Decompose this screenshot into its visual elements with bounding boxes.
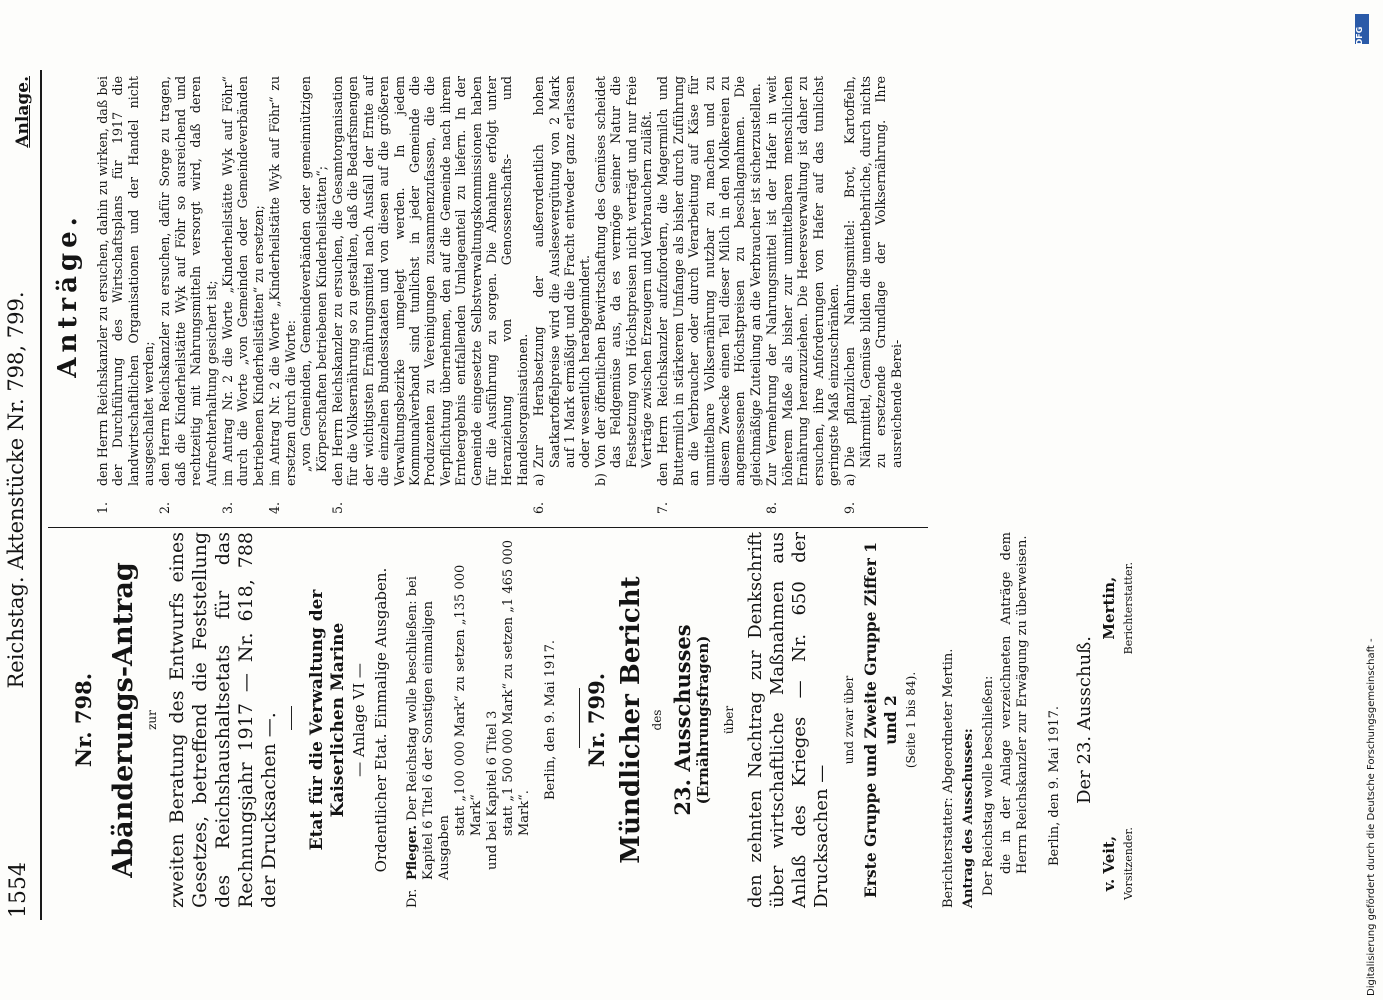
ausschuss-23: 23. Ausschusses bbox=[670, 624, 695, 816]
antrag-body bbox=[330, 76, 530, 486]
antrag-item bbox=[330, 76, 530, 514]
antrag-text: den Herrn Reichskanzler zu ersuchen, dafür Sorge zu tragen, daß die Kinderheilstätte Wyk auf Föhr so ausreichend und rechtzeitig mit Nahrungsmitteln versorgt wird, daß deren Aufrechterhaltung gesichert ist; bbox=[157, 76, 219, 486]
antrag-des-ausschusses: Antrag des Ausschusses: bbox=[961, 728, 976, 908]
antrag-text: im Antrag Nr. 2 die Worte „Kinderheilstätte Wyk auf Föhr“ durch die Worte „von Gemeinden oder Gemeindeverbänden betriebenen Kinderheilstätten“ zu ersetzen; bbox=[220, 76, 266, 486]
left-column bbox=[70, 532, 1139, 908]
antraege-title: Anträge. bbox=[53, 212, 84, 378]
antrag-subitem-label: a) bbox=[842, 473, 858, 486]
antrag-number: 4. bbox=[267, 501, 283, 514]
dfg-logo bbox=[1355, 14, 1369, 44]
statt-2: statt „1 500 000 Mark“ zu setzen „1 465 000 Mark“. bbox=[501, 539, 532, 836]
antrag-subitem bbox=[531, 76, 593, 486]
der-23-ausschuss: Der 23. Ausschuß. bbox=[1074, 636, 1095, 804]
signatures bbox=[1099, 532, 1139, 908]
pfleger-body bbox=[405, 532, 533, 880]
antrag-item bbox=[157, 76, 219, 514]
antrag-body bbox=[267, 76, 329, 486]
antrag-subitem-text: Die pflanzlichen Nahrungsmittel: Brot, Kartoffeln, Nährmittel, Gemüse bilden die unentbehrliche, durch nichts zu ersetzende Grundlage der Volksernährung. Ihre ausreichende Berei- bbox=[842, 76, 904, 468]
antrag-body bbox=[95, 76, 157, 486]
antrag-item bbox=[655, 76, 763, 514]
antrag-item bbox=[764, 76, 841, 514]
subject-798: zweiten Beratung des Entwurfs eines Gesetzes, betreffend die Feststellung des Reichshaushaltsetats für das Rechnungsjahr 1917 — Nr. 618, 788 der Drucksachen —. bbox=[166, 532, 280, 908]
signature-berichterstatter bbox=[1099, 562, 1139, 654]
word-ueber: über bbox=[722, 705, 736, 735]
antrag-body bbox=[842, 76, 904, 486]
antrag-text: den Herrn Reichskanzler zu ersuchen, dahin zu wirken, daß bei der Durchführung des Wirtschaftsplans für 1917 die landwirtschaftlichen Organisationen und der Handel nicht ausgeschaltet werden; bbox=[94, 76, 157, 486]
antrag-subitem-text: Zur Herabsetzung der außerordentlich hohen Saatkartoffelpreise wird die Auslesevergütung von 2 Mark auf 1 Mark ermäßigt und die Fracht entweder ganz erlassen oder wesentlich herabgemindert. bbox=[531, 76, 593, 468]
antrag-number: 3. bbox=[220, 501, 236, 514]
column-divider bbox=[48, 527, 928, 528]
berlin-date-1: Berlin, den 9. Mai 1917. bbox=[543, 639, 558, 801]
etat-title: Etat für die Verwaltung der Kaiserlichen Marine bbox=[307, 589, 348, 851]
antrag-subitem bbox=[593, 76, 655, 486]
dfg-logo-text: DFG bbox=[1355, 26, 1364, 46]
anlage-label: Anlage. bbox=[13, 76, 33, 148]
antrag-number: 9. bbox=[842, 501, 858, 514]
antrag-number: 5. bbox=[329, 501, 345, 514]
pfleger-block bbox=[405, 532, 533, 908]
antrag-item bbox=[95, 76, 157, 514]
word-des: des bbox=[650, 709, 664, 731]
anlage-vi: — Anlage VI — bbox=[350, 663, 368, 777]
antrag-body bbox=[531, 76, 654, 486]
digitization-note bbox=[1355, 6, 1383, 996]
sig-name-mertin: Mertin, bbox=[1100, 576, 1118, 640]
sig-role-vorsitzender: Vorsitzender. bbox=[1122, 827, 1135, 900]
statt-1: statt „100 000 Mark“ zu setzen „135 000 Mark“ bbox=[453, 564, 484, 836]
berlin-date-2: Berlin, den 9. Mai 1917. bbox=[1047, 705, 1062, 866]
divider-2 bbox=[579, 688, 580, 748]
antrag-number: 1. bbox=[94, 501, 110, 514]
ordentlicher-etat: Ordentlicher Etat. Einmalige Ausgaben. bbox=[372, 567, 390, 873]
antrag-number: 2. bbox=[157, 501, 173, 514]
title-muendlicher-bericht: Mündlicher Bericht bbox=[616, 576, 646, 864]
antrag-subitem-text: Von der öffentlichen Bewirtschaftung des Gemüses scheidet das Feldgemüse aus, da es vermöge seiner Natur die Festsetzung von Höchstpreisen nicht verträgt und nur freie Verträge zwischen Erzeugern und Verbrauchern zuläßt. bbox=[592, 76, 655, 468]
antrag-item bbox=[220, 76, 266, 514]
antrag-item bbox=[531, 76, 654, 514]
antrag-number: 7. bbox=[655, 501, 671, 514]
divider-1 bbox=[291, 706, 292, 730]
antrag-quote: „von Gemeinden, Gemeindeverbänden oder gemeinnützigen Körperschaften betriebenen Kinderheilstätten“; bbox=[298, 76, 329, 472]
antrag-text: den Herrn Reichskanzler zu ersuchen, die Gesamtorganisation für die Volksernährung so zu gestalten, daß die Bedarfsmengen der wichtigsten Ernährungsmittel nach Ausfall der Ernte auf die einzelnen Bundesstaaten und von diesen auf die größeren Verwaltungsbezirke umgelegt werden. In jedem Kommunalverband sind tunlichst in jeder Gemeinde die Produzenten zu Vereinigungen zusammenzufassen, die die Verpflichtung übernehmen, den auf die Gemeinde nach ihrem Ernteergebnis entfallenden Umlageanteil zu liefern. In der Gemeinde eingesetzte Selbstverwaltungskommissionen haben für die Ausführung zu sorgen. Die Abnahme erfolgt unter Heranziehung von Genossenschafts- und Handelsorganisationen. bbox=[329, 76, 530, 486]
antrag-item bbox=[267, 76, 329, 514]
page-number: 1554 bbox=[6, 862, 31, 918]
antrag-body bbox=[655, 76, 763, 486]
antrag-text: den Herrn Reichskanzler aufzufordern, die Magermilch und Buttermilch in stärkerem Umfange als bisher durch Zuführung an die Verbraucher oder durch Verarbeitung auf Käse für unmittelbare Volksernährung nutzbar zu machen und zu diesem Zwecke einen Teil dieser Milch in den Molkereien zu angemessenen Höchstpreisen zu beschlagnahmen. Die gleichmäßige Zuteilung an die Verbraucher ist sicherzustellen. bbox=[655, 76, 763, 486]
antrag-body bbox=[157, 76, 219, 486]
running-title: Reichstag. Aktenstücke Nr. 798, 799. bbox=[4, 291, 28, 689]
header-rule bbox=[40, 70, 42, 920]
sig-name-veit: v. Veit, bbox=[1100, 835, 1118, 892]
pfleger-name: Pfleger. bbox=[405, 824, 420, 880]
dr-label: Dr. bbox=[405, 888, 420, 908]
antrag-subitem-label: a) bbox=[531, 473, 547, 486]
ernaehrungsfragen: (Ernährungsfragen) bbox=[694, 635, 712, 805]
antraege-list bbox=[95, 76, 904, 514]
antrag-subitem bbox=[842, 76, 904, 486]
word-zur: zur bbox=[145, 710, 159, 730]
subject-799: den zehnten Nachtrag zur Denkschrift über wirtschaftliche Maßnahmen aus Anlaß des Krieges — Nr. 650 der Drucksachen — bbox=[745, 532, 832, 908]
nr-798: Nr. 798. bbox=[71, 672, 96, 768]
und-bei: und bei Kapitel 6 Titel 3 bbox=[485, 710, 500, 870]
antrag-text: im Antrag Nr. 2 die Worte „Kinderheilstätte Wyk auf Föhr“ zu ersetzen durch die Worte: bbox=[267, 76, 298, 486]
nr-799: Nr. 799. bbox=[584, 672, 609, 768]
antrag-number: 6. bbox=[531, 501, 547, 514]
antrag-item bbox=[842, 76, 904, 514]
gruppen: Erste Gruppe und Zweite Gruppe Ziffer 1 und 2 bbox=[861, 541, 900, 899]
right-column bbox=[13, 76, 905, 514]
die-in-der-anlage: die in der Anlage verzeichneten Anträge dem Herrn Reichskanzler zur Erwägung zu überweisen. bbox=[999, 532, 1030, 874]
und-zwar-ueber: und zwar über bbox=[842, 675, 856, 765]
dfg-credit: Digitalisierung gefördert durch die Deutsche Forschungsgemeinschaft - bbox=[1366, 638, 1377, 996]
pfleger-text: Der Reichstag wolle beschließen: bei Kapitel 6 Titel 6 der Sonstigen einmaligen Ausgaben bbox=[405, 576, 452, 880]
signature-vorsitzender bbox=[1099, 827, 1139, 900]
seite: (Seite 1 bis 84). bbox=[904, 671, 918, 769]
sig-role-berichterstatter: Berichterstatter. bbox=[1122, 562, 1135, 655]
antrag-number: 8. bbox=[764, 501, 780, 514]
antrag-body bbox=[220, 76, 266, 486]
antrag-text: Zur Vermehrung der Nahrungsmittel ist der Hafer in weit höherem Maße als bisher zur unmittelbaren menschlichen Ernährung heranzuziehen. Die Heeresverwaltung ist daher zu ersuchen, ihre Anforderungen von Hafer auf das tunlichst geringste Maß einzuschränken. bbox=[764, 76, 841, 486]
reichstag-wolle: Der Reichstag wolle beschließen: bbox=[981, 675, 996, 896]
antrag-body bbox=[764, 76, 841, 486]
title-abaenderungs-antrag: Abänderungs-Antrag bbox=[108, 562, 139, 878]
berichterstatter: Berichterstatter: Abgeordneter Mertin. bbox=[941, 648, 956, 908]
antrag-subitem-label: b) bbox=[592, 473, 608, 486]
